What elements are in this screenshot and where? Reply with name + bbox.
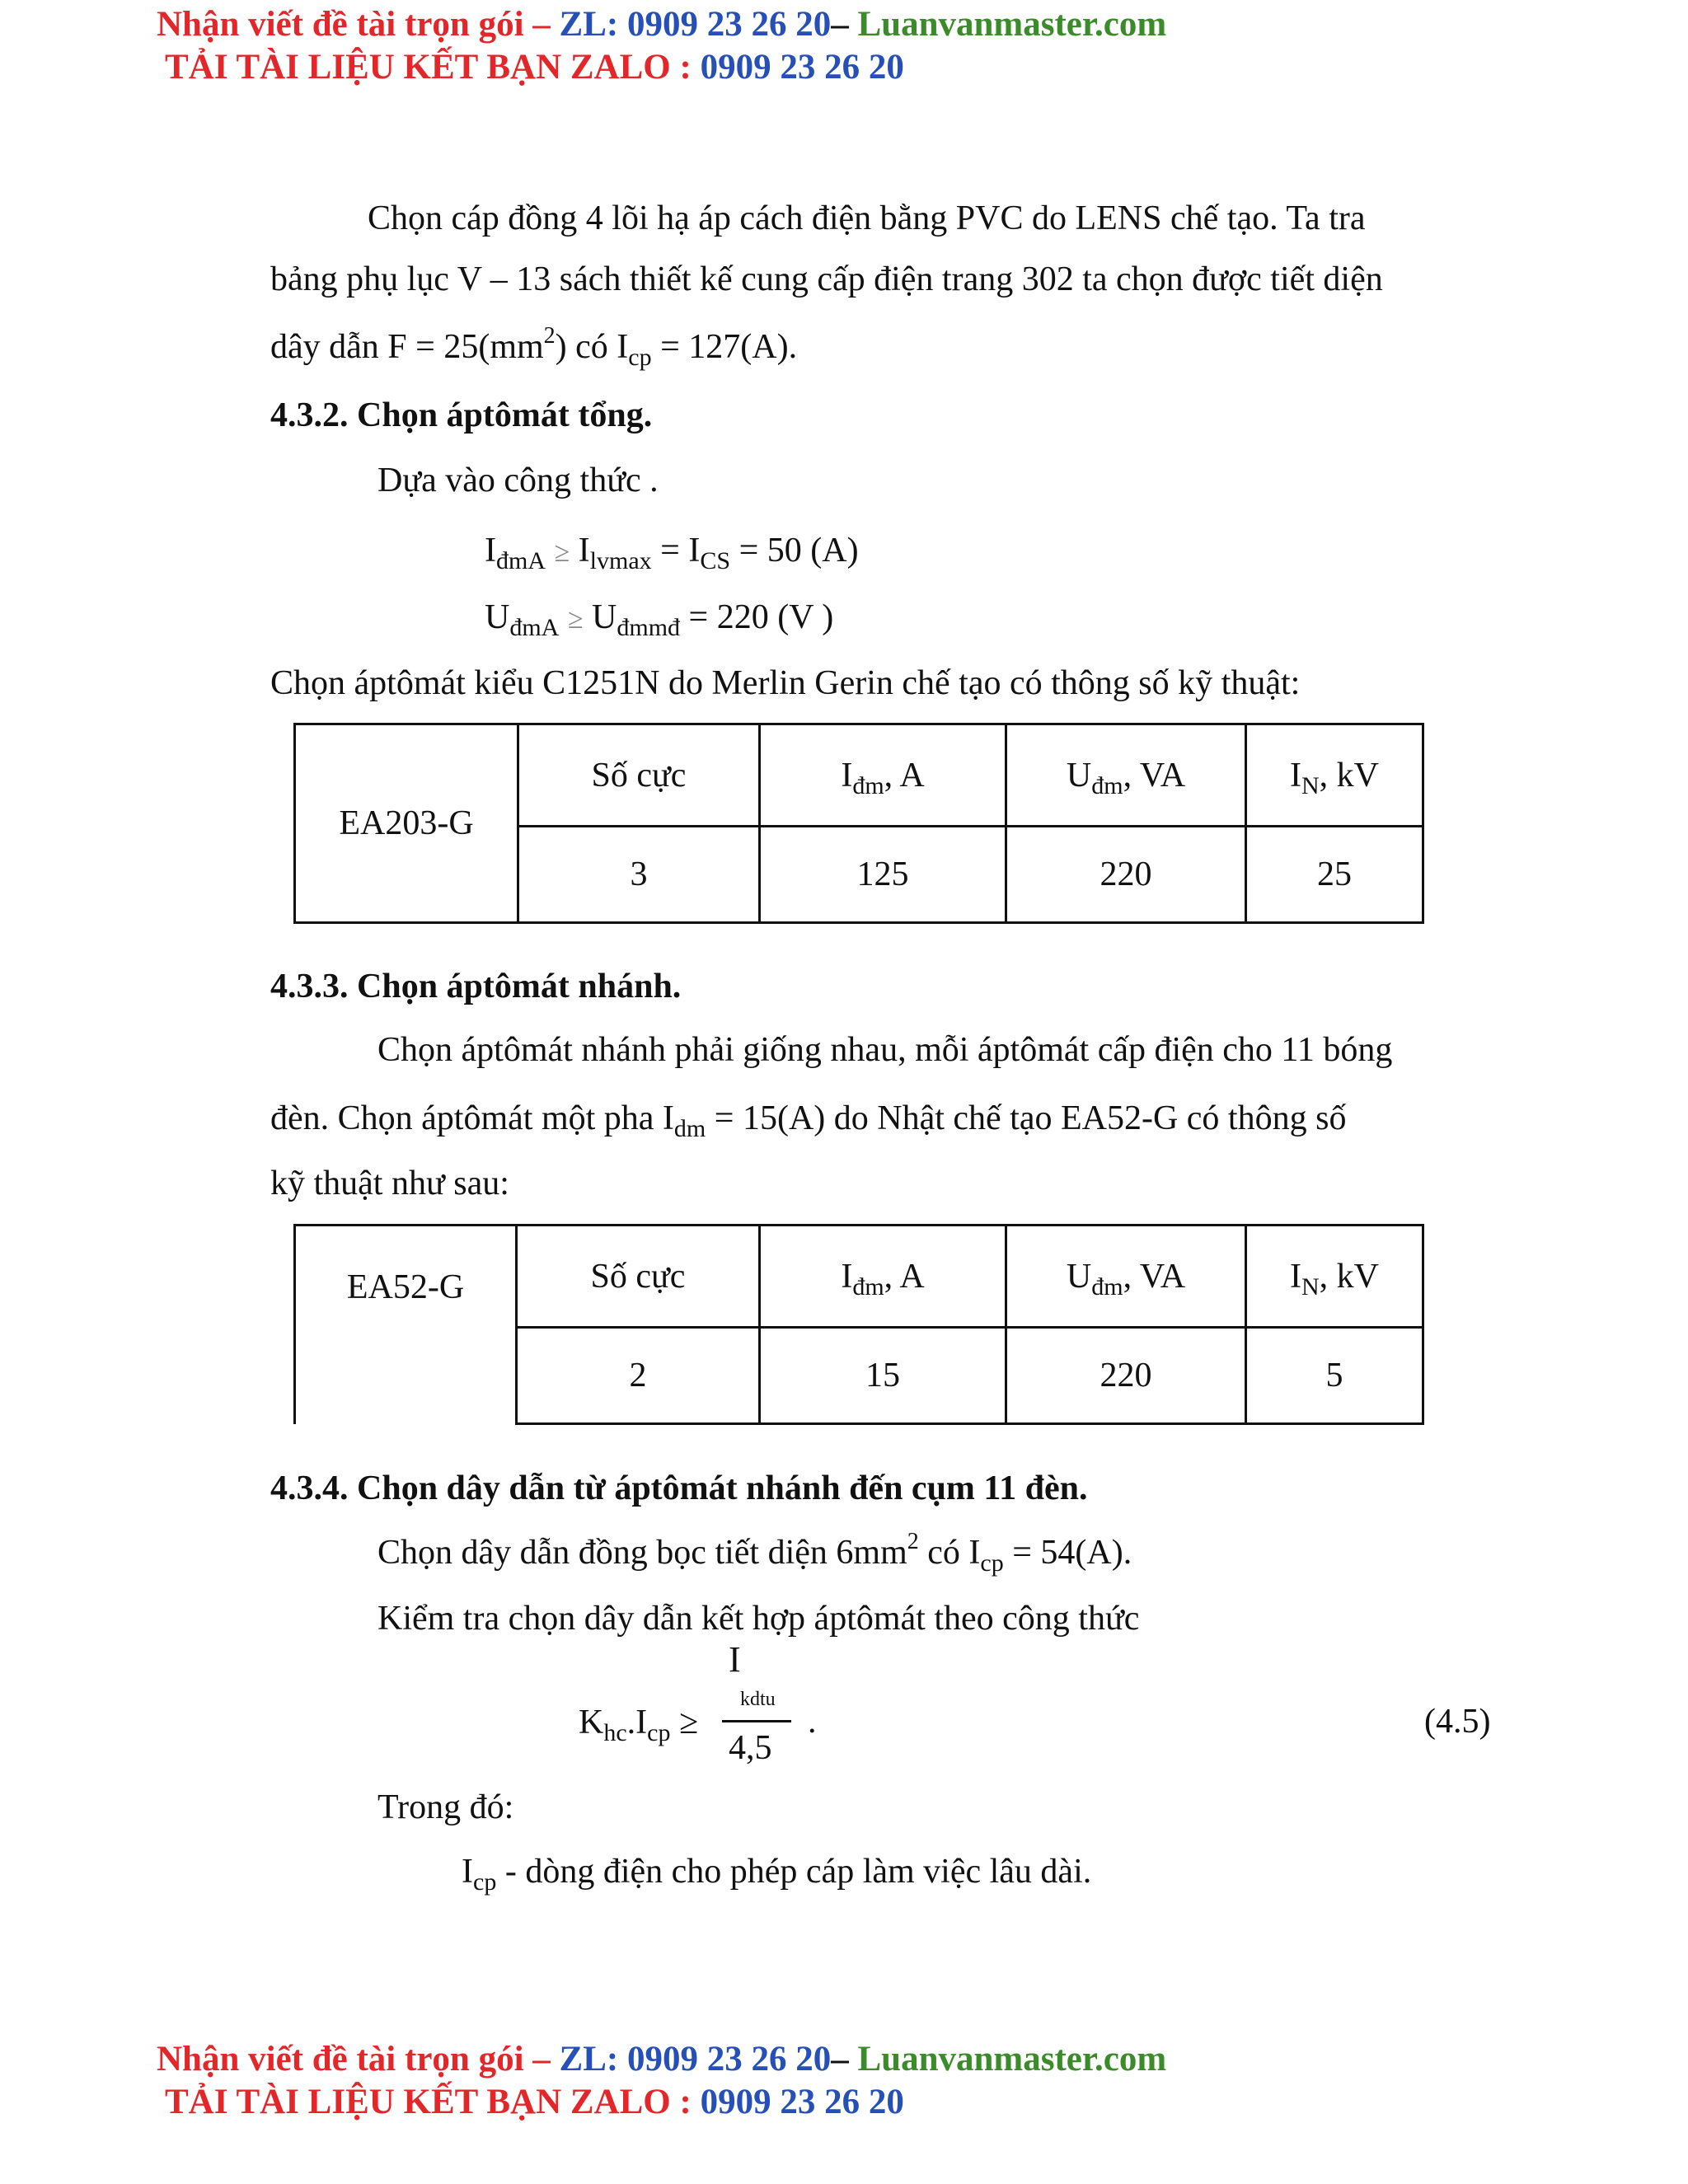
footer-banner-line-1 bbox=[157, 2041, 1166, 2077]
p1-line-1: Chọn cáp đồng 4 lõi hạ áp cách điện bằng PVC do LENS chế tạo. Ta tra bbox=[368, 199, 1366, 237]
banner-zalo-number: 0909 23 26 20 bbox=[700, 48, 904, 87]
table1-header-breaking: $I_N$, kV bbox=[1246, 724, 1423, 827]
banner-line-1 bbox=[157, 7, 1166, 42]
formula-current: $I_{đmA} \ge I_{lvmax} = I_{CS} = 50$ (A) bbox=[485, 532, 859, 574]
banner-download-text: TẢI TÀI LIỆU KẾT BẠN ZALO : bbox=[165, 48, 692, 87]
heading-4-3-3: 4.3.3. Chọn áptômát nhánh. bbox=[270, 968, 682, 1005]
formula-voltage: $U_{đmA} \ge U_{đmmđ} = 220$ (V ) bbox=[485, 598, 834, 641]
table2-header-voltage: $U_{đm}$, VA bbox=[1006, 1226, 1246, 1328]
banner-website: Luanvanmaster.com bbox=[857, 5, 1167, 44]
s432-choose-text: Chọn áptômát kiểu C1251N do Merlin Gerin chế tạo có thông số kỹ thuật: bbox=[270, 664, 1301, 702]
table2-header-current: $I_{đm}$, A bbox=[760, 1226, 1006, 1328]
eq-numerator: I bbox=[729, 1639, 741, 1680]
eq-numerator-subscript: kdtu bbox=[740, 1689, 776, 1710]
table1-model-cell: EA203-G bbox=[295, 724, 518, 923]
table1-value-poles: 3 bbox=[518, 827, 760, 923]
definition-icp: $I_{cp}$ - dòng điện cho phép cáp làm việc lâu dài. bbox=[462, 1853, 1092, 1896]
table2-model-cell: EA52-G bbox=[295, 1226, 517, 1424]
where-label: Trong đó: bbox=[377, 1788, 514, 1826]
eq-number: (4.5) bbox=[1424, 1703, 1491, 1741]
table1-header-current: $I_{đm}$, A bbox=[760, 724, 1006, 827]
footer-banner-line-2 bbox=[165, 2084, 904, 2120]
heading-4-3-4: 4.3.4. Chọn dây dẫn từ áptômát nhánh đến cụm 11 đèn. bbox=[270, 1469, 1088, 1507]
p1-line-3: dây dẫn $F = 25(mm^2)$ có $I_{cp} = 127(A)$. bbox=[270, 323, 798, 371]
s433-line-2: đèn. Chọn áptômát một pha $I_{dm} = 15(A)$ do Nhật chế tạo EA52-G có thông số bbox=[270, 1099, 1347, 1142]
p1-line-2: bảng phụ lục V – 13 sách thiết kế cung cấp điện trang 302 ta chọn được tiết diện bbox=[270, 260, 1383, 298]
footer-zalo-number: 0909 23 26 20 bbox=[700, 2083, 904, 2121]
heading-4-3-2: 4.3.2. Chọn áptômát tổng. bbox=[270, 396, 653, 434]
banner-zalo-phone: ZL: 0909 23 26 20 bbox=[559, 5, 832, 44]
eq-fraction-bar bbox=[722, 1720, 791, 1722]
table1-value-breaking: 25 bbox=[1246, 827, 1423, 923]
spec-table-main-breaker bbox=[293, 723, 1424, 924]
table2-value-voltage: 220 bbox=[1006, 1328, 1246, 1424]
eq-denominator: 4,5 bbox=[729, 1729, 772, 1767]
s434-line-1: Chọn dây dẫn đồng bọc tiết diện $6mm^2$ có $I_{cp} = 54(A)$. bbox=[377, 1529, 1132, 1577]
footer-dash: – bbox=[831, 2040, 849, 2079]
footer-download-text: TẢI TÀI LIỆU KẾT BẠN ZALO : bbox=[165, 2083, 692, 2121]
table1-header-voltage: $U_{đm}$, VA bbox=[1006, 724, 1246, 827]
table1-value-voltage: 220 bbox=[1006, 827, 1246, 923]
table1-value-current: 125 bbox=[760, 827, 1006, 923]
table2-value-current: 15 bbox=[760, 1328, 1006, 1424]
table2-value-breaking: 5 bbox=[1246, 1328, 1423, 1424]
eq-period: . bbox=[808, 1703, 817, 1741]
s433-line-3: kỹ thuật như sau: bbox=[270, 1165, 509, 1202]
footer-zalo-phone: ZL: 0909 23 26 20 bbox=[559, 2040, 832, 2079]
banner-dash: – bbox=[831, 5, 849, 44]
table2-value-poles: 2 bbox=[517, 1328, 760, 1424]
table2-header-poles: Số cực bbox=[517, 1226, 760, 1328]
s432-intro: Dựa vào công thức . bbox=[377, 462, 659, 499]
spec-table-branch-breaker bbox=[293, 1224, 1424, 1425]
s434-line-2: Kiểm tra chọn dây dẫn kết hợp áptômát theo công thức bbox=[377, 1600, 1140, 1638]
footer-website: Luanvanmaster.com bbox=[857, 2040, 1167, 2079]
s433-line-1: Chọn áptômát nhánh phải giống nhau, mỗi áptômát cấp điện cho 11 bóng bbox=[377, 1031, 1393, 1069]
banner-line-2 bbox=[165, 49, 904, 85]
eq-lhs: $K_{hc}.I_{cp}$ ≥ bbox=[579, 1704, 699, 1746]
table2-header-breaking: $I_N$, kV bbox=[1246, 1226, 1423, 1328]
footer-service-text: Nhận viết đề tài trọn gói – bbox=[157, 2040, 551, 2079]
table1-header-poles: Số cực bbox=[518, 724, 760, 827]
banner-service-text: Nhận viết đề tài trọn gói – bbox=[157, 5, 551, 44]
